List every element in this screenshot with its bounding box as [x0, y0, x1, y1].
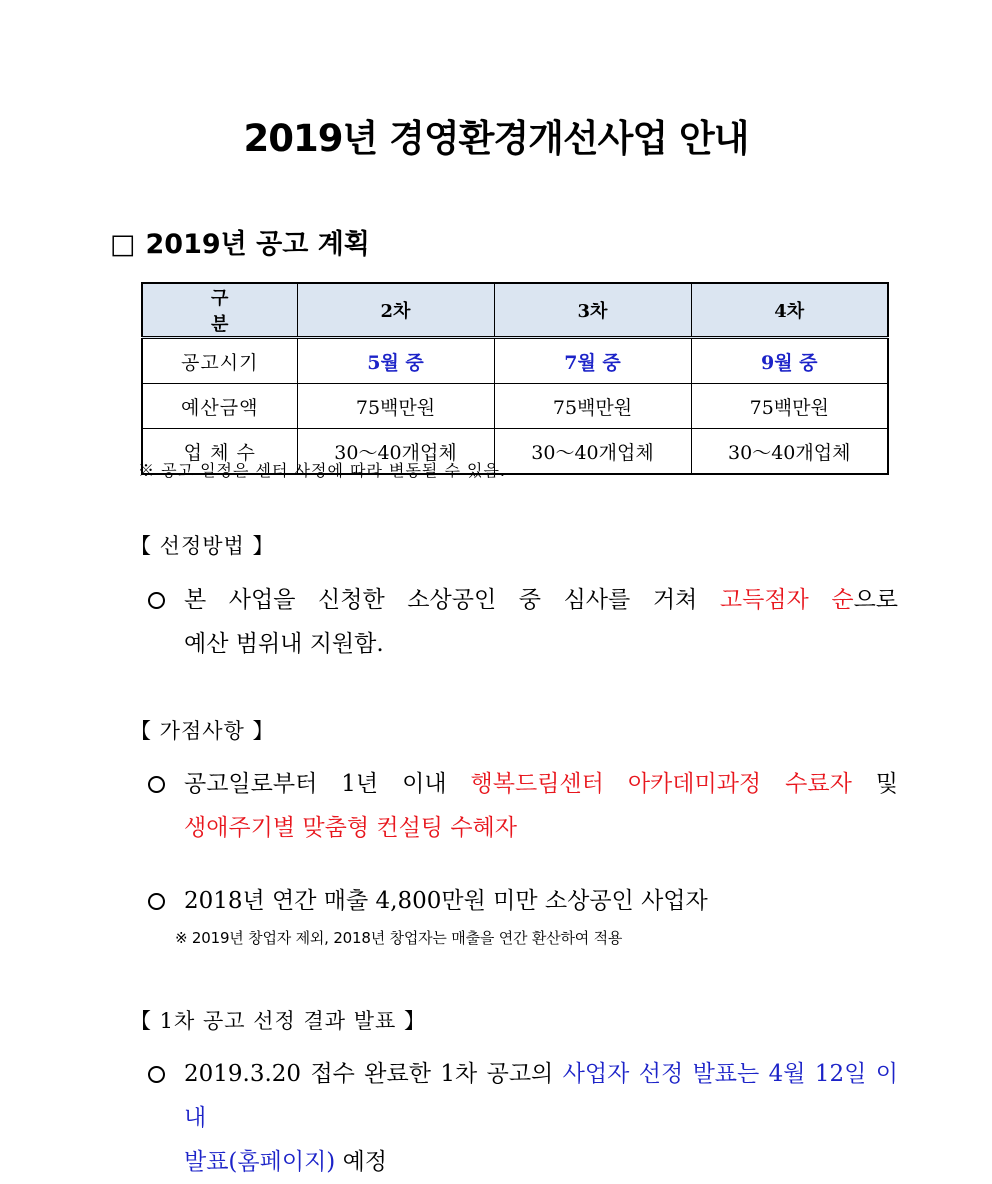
row-label-period: 공고시기	[142, 338, 297, 384]
table-cell: 30～40개업체	[494, 429, 691, 475]
result-line1-highlight: 사업자 선정 발표는 4월 12일 이내	[184, 1061, 898, 1131]
table-row	[142, 384, 888, 429]
checkbox-square-icon: □	[110, 229, 136, 260]
result-heading: 【 1차 공고 선정 결과 발표 】	[130, 1009, 426, 1033]
table-row	[142, 338, 888, 384]
table-cell: 75백만원	[297, 384, 494, 429]
page-title: 2019년 경영환경개선사업 안내	[243, 117, 749, 160]
bonus-heading: 【 가점사항 】	[130, 719, 275, 743]
bonus-item2-text: 2018년 연간 매출 4,800만원 미만 소상공인 사업자	[184, 888, 708, 914]
circle-bullet-icon	[148, 592, 165, 609]
bonus-item-1	[148, 762, 898, 850]
table-header-category: 구 분	[142, 283, 297, 338]
schedule-table	[141, 282, 889, 475]
table-cell: 75백만원	[494, 384, 691, 429]
result-line2	[184, 1140, 898, 1184]
result-line2-highlight: 발표(홈페이지)	[184, 1149, 336, 1175]
table-cell: 75백만원	[691, 384, 888, 429]
row-label-companies: 업 체 수	[142, 429, 297, 475]
result-line1	[184, 1052, 898, 1140]
selection-line1-text: 본 사업을 신청한 소상공인 중 심사를 거쳐	[184, 587, 720, 613]
selection-highlight: 고득점자 순	[719, 587, 854, 613]
bonus-item1-text: 공고일로부터 1년 이내	[184, 771, 471, 797]
table-header-row	[142, 283, 888, 338]
result-item	[148, 1052, 898, 1184]
table-header-round3: 3차	[494, 283, 691, 338]
table-cell: 30～40개업체	[691, 429, 888, 475]
bonus-item2-note: ※ 2019년 창업자 제외, 2018년 창업자는 매출을 연간 환산하여 적용	[175, 929, 623, 947]
selection-line2: 예산 범위내 지원함.	[184, 631, 384, 657]
result-line1-text: 2019.3.20 접수 완료한 1차 공고의	[184, 1061, 563, 1087]
section-heading-text: 2019년 공고 계획	[145, 229, 370, 260]
circle-bullet-icon	[148, 1066, 165, 1083]
section-heading	[110, 222, 370, 261]
bonus-item1-end: 및	[851, 771, 898, 797]
table-header-round4: 4차	[691, 283, 888, 338]
table-header-round2: 2차	[297, 283, 494, 338]
table-cell: 30～40개업체	[297, 429, 494, 475]
table-cell: 7월 중	[494, 338, 691, 384]
selection-line1	[184, 578, 898, 622]
row-label-budget: 예산금액	[142, 384, 297, 429]
selection-line1-end: 으로	[853, 587, 898, 613]
table-cell: 9월 중	[691, 338, 888, 384]
result-line2-end: 예정	[335, 1149, 388, 1175]
selection-item	[148, 578, 898, 666]
bonus-item-2	[148, 879, 898, 923]
bonus-item1-line1	[184, 762, 898, 806]
bonus-item1-highlight: 행복드림센터 아카데미과정 수료자	[470, 771, 852, 797]
table-cell: 5월 중	[297, 338, 494, 384]
circle-bullet-icon	[148, 893, 165, 910]
circle-bullet-icon	[148, 776, 165, 793]
bonus-item1-line2: 생애주기별 맞춤형 컨설팅 수혜자	[184, 815, 517, 841]
selection-heading: 【 선정방법 】	[130, 534, 275, 558]
schedule-note: ※ 공고 일정은 센터 사정에 따라 변동될 수 있음.	[138, 461, 506, 480]
